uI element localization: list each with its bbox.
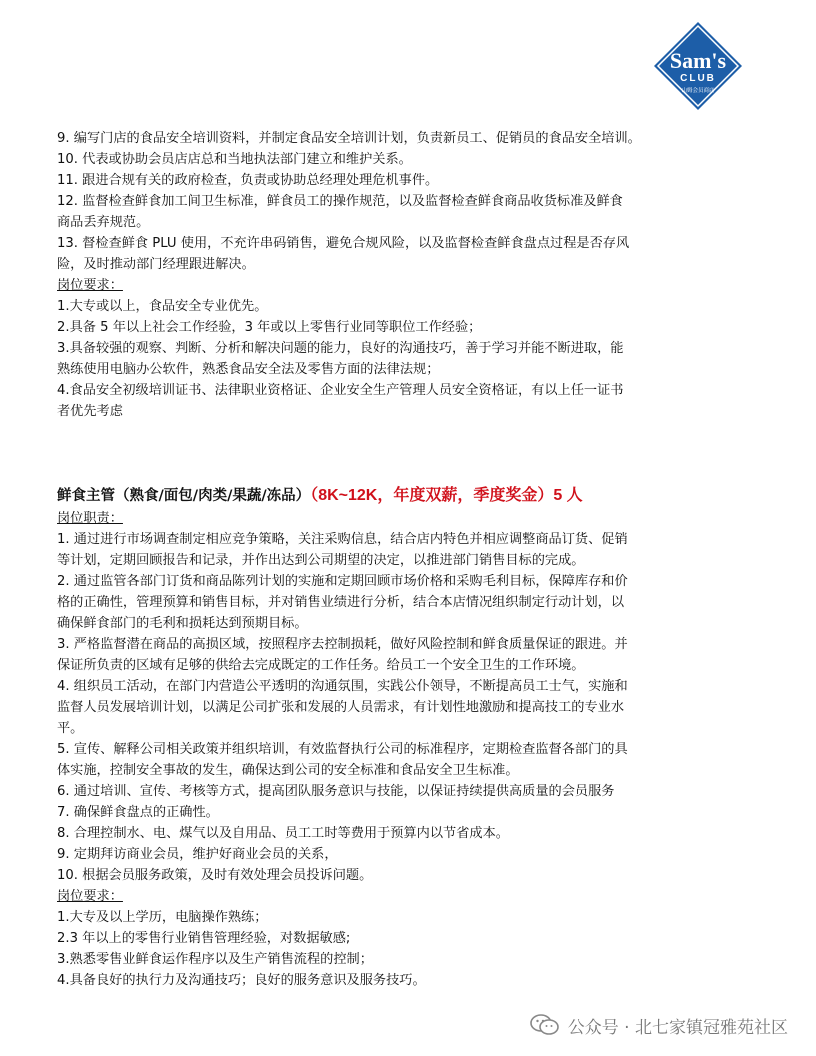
sams-club-logo	[652, 20, 744, 112]
job-title-main: 鲜食主管（熟食/面包/肉类/果蔬/冻品）	[57, 488, 311, 504]
requirement-line: 4.食品安全初级培训证书、法律职业资格证、企业安全生产管理人员安全资格证，有以上任一证书	[57, 383, 624, 398]
duty-line: 10. 根据会员服务政策，及时有效处理会员投诉问题。	[57, 868, 373, 883]
duty-line: 险，及时推动部门经理跟进解决。	[57, 257, 255, 272]
requirement-line: 者优先考虑	[57, 404, 123, 419]
duties-label: 岗位职责：	[57, 511, 123, 526]
duty-line: 2. 通过监管各部门订货和商品陈列计划的实施和定期回顾市场价格和采购毛利目标，保障库存和价	[57, 574, 628, 589]
duty-line: 7. 确保鲜食盘点的正确性。	[57, 805, 219, 820]
duty-line: 格的正确性，管理预算和销售目标，并对销售业绩进行分析，结合本店情况组织制定行动计划，以	[57, 595, 625, 610]
requirement-line: 2.具备 5 年以上社会工作经验，3 年或以上零售行业同等职位工作经验；	[57, 320, 482, 335]
requirement-line: 2.3 年以上的零售行业销售管理经验，对数据敏感;	[57, 931, 351, 946]
job-title	[57, 484, 769, 508]
duty-line: 10. 代表或协助会员店店总和当地执法部门建立和维护关系。	[57, 152, 412, 167]
logo-brand: Sam's	[669, 48, 727, 73]
requirement-line: 4.具备良好的执行力及沟通技巧；良好的服务意识及服务技巧。	[57, 973, 426, 988]
job-salary: （8K~12K，年度双薪，季度奖金）5 人	[310, 487, 583, 504]
wechat-icon	[530, 1014, 560, 1036]
duty-line: 1. 通过进行市场调查制定相应竞争策略，关注采购信息，结合店内特色并相应调整商品订货、促销	[57, 532, 628, 547]
duty-line: 6. 通过培训、宣传、考核等方式，提高团队服务意识与技能，以保证持续提供高质量的会员服务	[57, 784, 615, 799]
duty-line: 等计划，定期回顾报告和记录，并作出达到公司期望的决定，以推进部门销售目标的完成。	[57, 553, 585, 568]
section2-duties	[57, 529, 769, 886]
requirement-line: 熟练使用电脑办公软件，熟悉食品安全法及零售方面的法律法规；	[57, 362, 440, 377]
duty-line: 11. 跟进合规有关的政府检查，负责或协助总经理处理危机事件。	[57, 173, 439, 188]
duty-line: 8. 合理控制水、电、煤气以及自用品、员工工时等费用于预算内以节省成本。	[57, 826, 509, 841]
duty-line: 9. 定期拜访商业会员，维护好商业会员的关系，	[57, 847, 338, 862]
section2-requirements	[57, 907, 769, 991]
requirement-line: 3.具备较强的观察、判断、分析和解决问题的能力，良好的沟通技巧，善于学习并能不断进取，能	[57, 341, 624, 356]
duty-line: 监督人员发展培训计划，以满足公司扩张和发展的人员需求，有计划性地激励和提高技工的专业水	[57, 700, 625, 715]
duty-line: 9. 编写门店的食品安全培训资料，并制定食品安全培训计划，负责新员工、促销员的食品安全培训。	[57, 131, 641, 146]
duty-line: 13. 督检查鲜食 PLU 使用，不充许串码销售，避免合规风险，以及监督检查鲜食盘点过程是否存风	[57, 236, 630, 251]
duty-line: 平。	[57, 721, 84, 736]
duty-line: 3. 严格监督潜在商品的高损区域，按照程序去控制损耗，做好风险控制和鲜食质量保证的跟进。并	[57, 637, 628, 652]
requirement-line: 1.大专及以上学历，电脑操作熟练；	[57, 910, 268, 925]
duty-line: 12. 监督检查鲜食加工间卫生标准，鲜食员工的操作规范，以及监督检查鲜食商品收货标准及鲜食	[57, 194, 623, 209]
duty-line: 5. 宣传、解释公司相关政策并组织培训，有效监督执行公司的标准程序，定期检查监督各部门的具	[57, 742, 628, 757]
duty-line: 4. 组织员工活动，在部门内营造公平透明的沟通氛围，实践公仆领导，不断提高员工士气，实施和	[57, 679, 628, 694]
duty-line: 体实施，控制安全事故的发生，确保达到公司的安全标准和食品安全卫生标准。	[57, 763, 519, 778]
section1-duties	[57, 128, 769, 275]
requirement-line: 3.熟悉零售业鲜食运作程序以及生产销售流程的控制；	[57, 952, 373, 967]
requirements-label: 岗位要求：	[57, 889, 123, 904]
requirements-label: 岗位要求：	[57, 278, 123, 293]
document-body	[57, 128, 769, 991]
logo-sub: CLUB	[680, 73, 716, 84]
logo-cn: 山姆会员商店	[681, 88, 715, 94]
duty-line: 保证所负责的区域有足够的供给去完成既定的工作任务。给员工一个安全卫生的工作环境。	[57, 658, 585, 673]
requirement-line: 1.大专或以上，食品安全专业优先。	[57, 299, 268, 314]
watermark-text: 公众号 · 北七家镇冠雅苑社区	[567, 1017, 788, 1038]
duty-line: 确保鲜食部门的毛利和损耗达到预期目标。	[57, 616, 308, 631]
watermark	[530, 1012, 788, 1038]
duty-line: 商品丢弃规范。	[57, 215, 150, 230]
section1-requirements	[57, 296, 769, 422]
